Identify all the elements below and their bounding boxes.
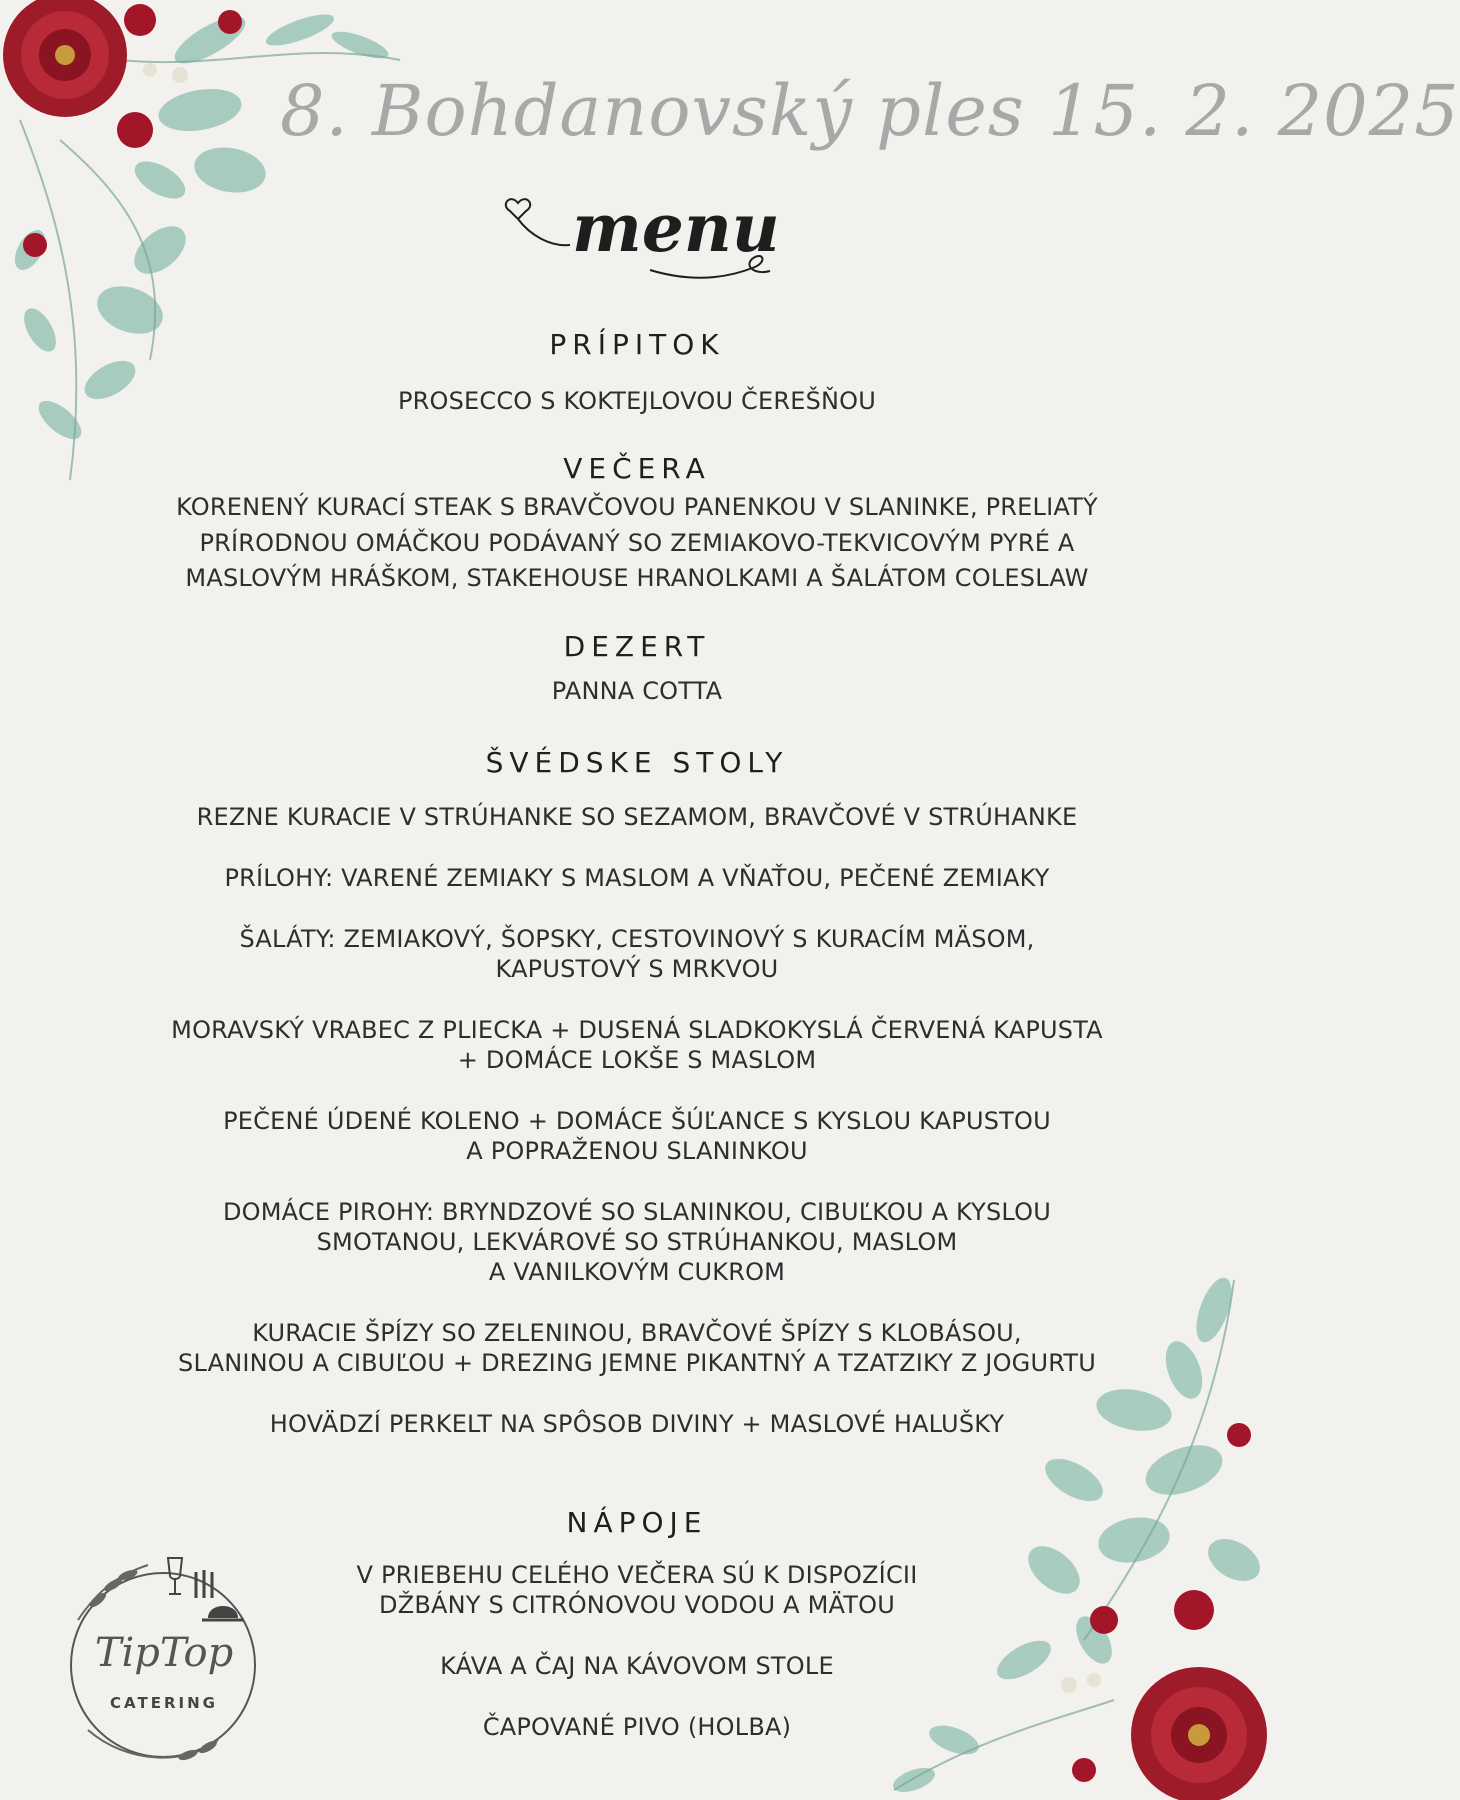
buffet-item: + DOMÁCE LOKŠE S MASLOM (457, 1046, 817, 1074)
buffet-item: ŠALÁTY: ZEMIAKOVÝ, ŠOPSKY, CESTOVINOVÝ S KURACÍM MÄSOM, (239, 925, 1035, 953)
section-heading-drinks: NÁPOJE (566, 1506, 708, 1539)
dinner-line: KORENENÝ KURACÍ STEAK S BRAVČOVOU PANENKOU V SLANINKE, PRELIATÝ (176, 493, 1098, 521)
buffet-item: A VANILKOVÝM CUKROM (488, 1258, 786, 1286)
buffet-item: MORAVSKÝ VRABEC Z PLIECKA + DUSENÁ SLADKOKYSLÁ ČERVENÁ KAPUSTA (171, 1016, 1103, 1044)
menu-word: menu (572, 189, 780, 267)
buffet-item: REZNE KURACIE V STRÚHANKE SO SEZAMOM, BRAVČOVÉ V STRÚHANKE (196, 803, 1078, 831)
buffet-item: SLANINOU A CIBUĽOU + DREZING JEMNE PIKANTNÝ A TZATZIKY Z JOGURTU (178, 1349, 1096, 1377)
drinks-item: DŽBÁNY S CITRÓNOVOU VODOU A MÄTOU (379, 1591, 895, 1619)
buffet-item: PRÍLOHY: VARENÉ ZEMIAKY S MASLOM A VŇAŤOU, PEČENÉ ZEMIAKY (224, 864, 1050, 892)
buffet-item: KURACIE ŠPÍZY SO ZELENINOU, BRAVČOVÉ ŠPÍZY S KLOBÁSOU, (252, 1319, 1022, 1347)
section-heading-dinner: VEČERA (563, 452, 711, 485)
drinks-item: V PRIEBEHU CELÉHO VEČERA SÚ K DISPOZÍCII (356, 1561, 918, 1589)
section-heading-dessert: DEZERT (563, 630, 711, 663)
section-heading-buffet: ŠVÉDSKE STOLY (485, 746, 789, 779)
buffet-item: PEČENÉ ÚDENÉ KOLENO + DOMÁCE ŠÚĽANCE S KYSLOU KAPUSTOU (223, 1107, 1051, 1135)
drinks-item: ČAPOVANÉ PIVO (HOLBA) (482, 1713, 792, 1741)
catering-logo (58, 1550, 278, 1770)
buffet-item: A POPRAŽENOU SLANINKOU (466, 1137, 808, 1165)
buffet-item: DOMÁCE PIROHY: BRYNDZOVÉ SO SLANINKOU, CIBUĽKOU A KYSLOU (223, 1198, 1051, 1226)
dessert-item: PANNA COTTA (551, 677, 723, 705)
event-title: 8. Bohdanovský ples 15. 2. 2025 (280, 70, 1460, 152)
toast-item: PROSECCO S KOKTEJLOVOU ČEREŠŇOU (397, 387, 877, 415)
buffet-item: KAPUSTOVÝ S MRKVOU (495, 955, 779, 983)
menu-heading (500, 189, 780, 295)
section-heading-toast: PRÍPITOK (549, 328, 725, 361)
logo-script: TipTop (94, 1630, 234, 1676)
dinner-line: MASLOVÝM HRÁŠKOM, STAKEHOUSE HRANOLKAMI A ŠALÁTOM COLESLAW (185, 564, 1089, 592)
drinks-item: KÁVA A ČAJ NA KÁVOVOM STOLE (440, 1652, 834, 1680)
buffet-item: SMOTANOU, LEKVÁROVÉ SO STRÚHANKOU, MASLOM (316, 1228, 958, 1256)
buffet-item: HOVÄDZÍ PERKELT NA SPÔSOB DIVINY + MASLOVÉ HALUŠKY (269, 1410, 1005, 1438)
logo-label: CATERING (110, 1694, 218, 1712)
dinner-line: PRÍRODNOU OMÁČKOU PODÁVANÝ SO ZEMIAKOVO-TEKVICOVÝM PYRÉ A (199, 529, 1075, 557)
